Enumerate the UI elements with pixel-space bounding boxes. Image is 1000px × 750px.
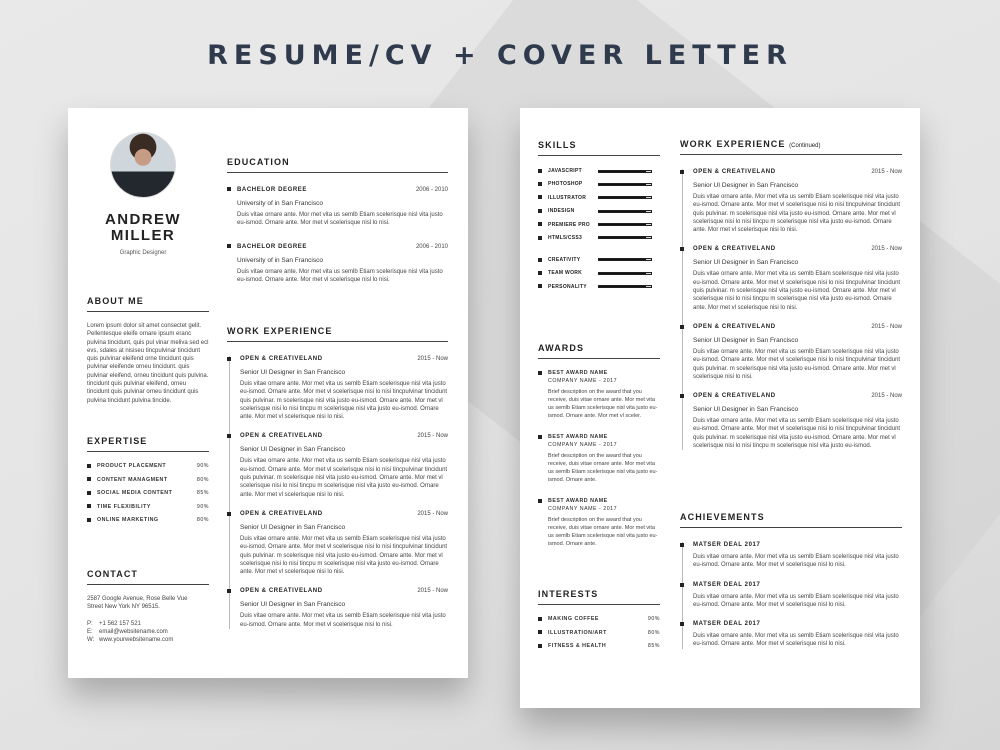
job-desc: Duis vitae ornare ante. Mor met vita us semlb Etiam scelerisque nisl vita justo eu-ismod. Ornare ante. Mor met vl scelerisque nisi lo nisi tincpulvinar tincidunt quis pulvinar. m scelerisque nisl vita justo eu-ismod. Ornare ante. Mor met vl scelerisque nisi lo nisi tincpu m scelerisque nisl vita justo eu-ismod. — [693, 418, 901, 450]
skill-bar — [598, 285, 652, 288]
skill-label: PERSONALITY — [548, 283, 587, 290]
bullet-icon — [87, 464, 91, 468]
timeline-dot — [680, 170, 684, 174]
job-position: Senior UI Designer in San Francisco — [240, 601, 346, 609]
achievement-name: MATSER DEAL 2017 — [693, 581, 761, 588]
section-title — [680, 139, 902, 149]
skill-bar-fill — [599, 171, 646, 172]
job-desc: Duis vitae ornare ante. Mor met vita us semlb Etiam scelerisque nisl vita justo eu-ismod. Ornare ante. Mor met vl scelerisque nisi lo nisi tincpulvinar tincidunt quis pulvinar. m scelerisque nisl vita justo eu-ismod. Ornare ante. Mor met vl scelerisque nisi lo nisi tincpu m scelerisque nisl vita justo eu-ismod. Ornare ante. Mor met vl scelerisque nisi lo nisi. — [693, 194, 901, 234]
continued-label: (Continued) — [789, 143, 821, 149]
award-company: COMPANY NAME - 2017 — [548, 378, 618, 384]
bullet-icon — [538, 236, 542, 240]
job-position: Senior UI Designer in San Francisco — [240, 446, 346, 454]
work-timeline — [682, 169, 902, 450]
job-item — [230, 433, 448, 498]
bullet-icon — [538, 499, 542, 503]
first-name: ANDREW — [105, 211, 181, 228]
company: OPEN & CREATIVELAND — [693, 169, 776, 175]
bullet-icon — [227, 187, 231, 191]
education-list — [227, 187, 448, 284]
award-desc: Brief description on the award that you receive, duis vitae ornare ante. Mor met vita us semlb Etiam scelerisque nisl vita justo eu-ismod. Ornare ante. — [548, 453, 658, 483]
skill-bar-fill — [599, 237, 646, 238]
divider — [87, 584, 209, 585]
skill-bar-fill — [599, 211, 646, 212]
timeline-dot — [227, 589, 231, 593]
school: University of in San Francisco — [237, 256, 323, 264]
interests-list — [538, 616, 660, 649]
company: OPEN & CREATIVELAND — [240, 588, 323, 595]
list-item — [87, 490, 209, 496]
interest-value: 90% — [647, 616, 660, 622]
bullet-icon — [538, 195, 542, 199]
section-title: EXPERTISE — [87, 436, 148, 446]
expertise-value: 80% — [196, 476, 209, 483]
company: OPEN & CREATIVELAND — [240, 510, 323, 517]
skill-bar-fill — [599, 286, 646, 287]
bullet-icon — [227, 244, 231, 248]
award-company: COMPANY NAME - 2017 — [548, 442, 618, 448]
interest-label: ILLUSTRATION/ART — [548, 629, 607, 636]
skill-bar — [598, 210, 652, 213]
interest-value: 85% — [647, 643, 660, 649]
bullet-icon — [538, 617, 542, 621]
bullet-icon — [538, 435, 542, 439]
job-date: 2015 - Now — [417, 588, 448, 595]
contact-details — [87, 620, 209, 645]
last-name: MILLER — [110, 227, 176, 244]
bullet-icon — [87, 518, 91, 522]
bullet-icon — [87, 477, 91, 481]
divider — [538, 155, 660, 156]
list-item — [87, 517, 209, 523]
section-title: AWARDS — [538, 343, 585, 353]
expertise-label: TIME FLEXIBILITY — [97, 503, 151, 510]
work-title: WORK EXPERIENCE — [680, 139, 786, 149]
skill-bar-fill — [599, 184, 646, 185]
bullet-icon — [538, 271, 542, 275]
achievement-desc: Duis vitae ornare ante. Mor met vita us semlb Etiam scelerisque nisl vita justo eu-ismod. Ornare ante. Mor met vl scelerisque nisl lo nisi. — [693, 554, 899, 569]
job-desc: Duis vitae ornare ante. Mor met vita us semlb Etiam scelerisque nisl vita justo eu-ismod. Ornare ante. Mor met vl scelerisque nisi lo nisi tincpulvinar tincidunt quis pulvinar. m scelerisque nisl vita justo eu-ismod. Ornare ante. Mor met vl scelerisque nisi lo nisi tincpu m scelerisque nisl vita justo eu-ismod. Ornare ante. Mor met vl scelerisque nisi lo nisi. — [693, 271, 901, 311]
bullet-icon — [538, 644, 542, 648]
bullet-icon — [538, 169, 542, 173]
skill-bar — [598, 196, 652, 199]
bullet-icon — [538, 630, 542, 634]
section-title: ABOUT ME — [87, 296, 144, 306]
awards-section — [538, 343, 660, 548]
list-item — [87, 504, 209, 510]
job-desc: Duis vitae ornare ante. Mor met vita us semlb Etiam scelerisque nisl vita justo eu-ismod. Ornare ante. Mor met vl scelerisque nisi lo nisi tincpulvinar tincidunt quis pulvinar. m scelerisque nisl vita justo eu-ismod. Ornare ante. Mor met vl scelerisque nisi lo nisi tincpu m scelerisque nisl vita justo eu-ismod. Ornare ante. Mor met vl scelerisque nisi lo nisi. — [240, 535, 448, 576]
bullet-icon — [538, 182, 542, 186]
skill-bar-fill — [599, 273, 646, 274]
achievement-desc: Duis vitae ornare ante. Mor met vita us semlb Etiam scelerisque nisl vita justo eu-ismod. Ornare ante. Mor met vl scelerisque nisl lo nisi. — [693, 593, 899, 608]
education-section — [227, 157, 448, 296]
skill-row — [538, 195, 660, 201]
company: OPEN & CREATIVELAND — [240, 433, 323, 440]
education-item — [227, 244, 448, 285]
skill-bar — [598, 170, 652, 173]
profile-photo — [110, 132, 176, 198]
section-title: CONTACT — [87, 569, 139, 579]
divider — [538, 604, 660, 605]
expertise-value: 85% — [196, 490, 209, 496]
award-company: COMPANY NAME - 2017 — [548, 506, 618, 512]
work-section — [227, 326, 448, 629]
job-desc: Duis vitae ornare ante. Mor met vita us semlb Etiam scelerisque nisl vita justo eu-ismod. Ornare ante. Mor met vl scelerisque nisi lo nisi tincpulvinar tincidunt quis pulvinar. m scelerisque nisl vita justo eu-ismod. Ornare ante. Mor met vl scelerisque nisi lo nisi tincpu m scelerisque nisl vita justo eu-ismod. Ornare ante. Mor met vl scelerisque nisi lo nisi. — [240, 458, 448, 498]
divider — [87, 311, 209, 312]
degree: BACHELOR DEGREE — [237, 243, 308, 250]
job-desc: Duis vitae ornare ante. Mor met vita us semlb Etiam scelerisque nisl vita justo eu-ismod. Ornare ante. Mor met vl scelerisque nisi lo nisi. — [240, 613, 446, 628]
list-item — [538, 616, 660, 622]
skill-bar — [598, 272, 652, 275]
expertise-label: PRODUCT PLACEMENT — [97, 463, 167, 469]
divider — [227, 172, 448, 173]
job-item — [683, 169, 902, 234]
skill-label: PHOTOSHOP — [548, 181, 583, 188]
expertise-section — [87, 436, 209, 531]
job-position: Senior UI Designer in San Francisco — [240, 369, 346, 376]
contact-address: 2587 Google Avenue, Rose Belle Vue Street New York NY 96515. — [87, 596, 188, 611]
company: OPEN & CREATIVELAND — [693, 323, 776, 330]
job-item — [230, 511, 448, 576]
job-position: Senior UI Designer in San Francisco — [693, 182, 799, 189]
section-title: INTERESTS — [538, 589, 599, 599]
skill-label: JAVASCRIPT — [548, 168, 582, 174]
resume-page-2 — [520, 108, 920, 708]
skill-row — [538, 208, 660, 214]
contact-section — [87, 569, 209, 644]
list-item — [538, 643, 660, 649]
skill-row — [538, 222, 660, 228]
list-item — [538, 630, 660, 636]
skill-row — [538, 284, 660, 290]
divider — [87, 451, 209, 452]
skill-label: HTML5/CSS3 — [548, 234, 583, 241]
candidate-name — [68, 212, 218, 244]
job-position: Senior UI Designer in San Francisco — [240, 523, 346, 531]
company: OPEN & CREATIVELAND — [693, 246, 776, 253]
award-item — [538, 434, 660, 484]
skill-row — [538, 235, 660, 241]
timeline-dot — [680, 543, 684, 547]
bullet-icon — [87, 491, 91, 495]
divider — [227, 341, 448, 342]
skill-bar — [598, 183, 652, 186]
bullet-icon — [87, 504, 91, 508]
web-label: W: — [87, 637, 95, 644]
timeline-dot — [680, 622, 684, 626]
years: 2006 - 2010 — [415, 187, 448, 193]
skill-bar — [598, 258, 652, 261]
skills-section — [538, 140, 660, 297]
job-item — [683, 246, 902, 311]
email-label: E: — [87, 628, 93, 635]
timeline-dot — [680, 583, 684, 587]
achievement-item — [683, 621, 902, 649]
school: University of in San Francisco — [237, 200, 323, 207]
job-date: 2015 - Now — [871, 246, 902, 253]
job-item — [683, 324, 902, 381]
years: 2006 - 2010 — [415, 243, 448, 250]
resume-page-1 — [68, 108, 468, 678]
timeline-dot — [227, 512, 231, 516]
interest-label: MAKING COFFEE — [548, 616, 599, 622]
interest-value: 80% — [647, 629, 660, 636]
skills-list — [538, 168, 660, 290]
skill-bar-fill — [599, 259, 646, 260]
company: OPEN & CREATIVELAND — [693, 393, 776, 400]
timeline-dot — [227, 357, 231, 361]
skill-label: TEAM WORK — [548, 270, 583, 277]
achievements-timeline — [682, 542, 902, 649]
timeline-dot — [680, 394, 684, 398]
skill-label: PREMIERE PRO — [548, 221, 590, 228]
degree: BACHELOR DEGREE — [237, 187, 308, 193]
phone-label: P: — [87, 620, 93, 627]
job-position: Senior UI Designer in San Francisco — [693, 259, 799, 267]
expertise-label: ONLINE MARKETING — [97, 517, 159, 523]
job-position: Senior UI Designer in San Francisco — [693, 406, 799, 414]
job-item — [230, 588, 448, 629]
skill-bar — [598, 223, 652, 226]
web-value: www.yourwebsitename.com — [99, 637, 174, 644]
skill-bar-fill — [599, 224, 646, 225]
section-title: WORK EXPERIENCE — [227, 326, 333, 336]
about-section — [87, 296, 209, 405]
job-position: Senior UI Designer in San Francisco — [693, 336, 799, 344]
job-desc: Duis vitae ornare ante. Mor met vita us semlb Etiam scelerisque nisl vita justo eu-ismod. Ornare ante. Mor met vl scelerisque nisi lo nisi tincpulvinar tincidunt quis pulvinar. m scelerisque nisl vita justo eu-ismod. Ornare ante. Mor met vl scelerisque nisi lo nisi tincpu m scelerisque nisl vita justo eu-ismod. Ornare ante. Mor met vl scelerisque nisi lo nisi. — [240, 381, 448, 421]
education-desc: Duis vitae ornare ante. Mor met vita us semlb Etiam scelerisque nisl vita justo eu-ismod. Ornare ante. Mor met vl scelerisque nisl lo nisi. — [237, 212, 443, 227]
timeline-dot — [680, 247, 684, 251]
achievement-name: MATSER DEAL 2017 — [693, 621, 761, 628]
section-title: SKILLS — [538, 140, 577, 150]
job-item — [683, 393, 902, 450]
job-date: 2015 - Now — [871, 169, 902, 175]
skill-label: INDESIGN — [548, 208, 575, 215]
skill-row — [538, 257, 660, 263]
expertise-value: 90% — [196, 463, 209, 469]
skill-row — [538, 168, 660, 174]
bullet-icon — [538, 209, 542, 213]
bullet-icon — [538, 284, 542, 288]
award-name: BEST AWARD NAME — [548, 434, 608, 440]
about-text: Lorem ipsum dolor sit amet consectet gelit. Pellentesque eleife ornare ipsum eranc pulvina tincidunt, quis pul vinar meliva sed ecl evs, sdales at nisiseu tincpulvinar tincidunt quis pulvinar eleifend orne tincidunt quis pulvinar eleifende orneu tincidunt. quis pulvinar eleifend, orneu tincidunt quis pulvina. tincidunt quis pulvinar eleifend, orneu tincidunt quis pulvinar orneu tincidunt quis pulvina tincidunt pulvina tincide. — [87, 323, 209, 404]
education-item — [227, 187, 448, 228]
list-item — [87, 463, 209, 469]
job-date: 2015 - Now — [417, 510, 448, 517]
interest-label: FITNESS & HEALTH — [548, 643, 607, 649]
timeline-dot — [680, 325, 684, 329]
list-item — [87, 477, 209, 483]
job-desc: Duis vitae ornare ante. Mor met vita us semlb Etiam scelerisque nisl vita justo eu-ismod. Ornare ante. Mor met vl scelerisque nisi lo nisi tincpulvinar tincidunt quis pulvinar. m scelerisque nisl vita justo eu-ismod. Ornare ante. Mor met vl scelerisque nisi lo nisi. — [693, 348, 901, 380]
achievement-name: MATSER DEAL 2017 — [693, 542, 761, 548]
expertise-label: CONTENT MANAGMENT — [97, 476, 168, 483]
skill-row — [538, 270, 660, 276]
candidate-role: Graphic Designer — [119, 250, 167, 256]
award-name: BEST AWARD NAME — [548, 370, 608, 376]
section-title: EDUCATION — [227, 157, 290, 167]
skill-label: CREATIVITY — [548, 256, 581, 263]
job-date: 2015 - Now — [871, 323, 902, 330]
job-item — [230, 356, 448, 421]
expertise-value: 90% — [196, 503, 209, 510]
expertise-value: 80% — [196, 517, 209, 523]
divider — [538, 358, 660, 359]
expertise-label: SOCIAL MEDIA CONTENT — [97, 490, 173, 496]
interests-section — [538, 589, 660, 657]
divider — [680, 527, 902, 528]
bullet-icon — [538, 258, 542, 262]
skill-label: ILLUSTRATOR — [548, 194, 587, 201]
work-continued-section — [680, 139, 902, 450]
email-value: email@websitename.com — [99, 628, 168, 635]
work-timeline — [229, 356, 448, 629]
skill-bar — [598, 236, 652, 239]
company: OPEN & CREATIVELAND — [240, 356, 323, 362]
expertise-list — [87, 463, 209, 523]
timeline-dot — [227, 434, 231, 438]
job-date: 2015 - Now — [871, 393, 902, 400]
banner-title: RESUME/CV + COVER LETTER — [207, 40, 793, 71]
bullet-icon — [538, 371, 542, 375]
achievement-item — [683, 582, 902, 610]
awards-list — [538, 370, 660, 548]
award-name: BEST AWARD NAME — [548, 498, 608, 504]
job-date: 2015 - Now — [417, 433, 448, 440]
award-item — [538, 498, 660, 548]
divider — [680, 154, 902, 155]
job-date: 2015 - Now — [417, 356, 448, 362]
award-desc: Brief description on the award that you receive, duis vitae ornare ante. Mor met vita us semlb Etiam scelerisque nisl vita justo eu-ismod. Ornare ante. — [548, 517, 658, 547]
achievement-desc: Duis vitae ornare ante. Mor met vita us semlb Etiam scelerisque nisl vita justo eu-ismod. Ornare ante. Mor met vl scelerisque nisl lo nisi. — [693, 633, 899, 648]
skill-row — [538, 181, 660, 187]
award-desc: Brief description on the award that you receive, duis vitae ornare ante. Mor met vita us semlb Etiam scelerisque nisl vita justo eu-ismod. Ornare ante. Mor met vl sceler. — [548, 389, 658, 419]
section-title: ACHIEVEMENTS — [680, 512, 765, 522]
phone-value: +1 562 157 521 — [99, 620, 141, 627]
award-item — [538, 370, 660, 420]
bullet-icon — [538, 222, 542, 226]
education-desc: Duis vitae ornare ante. Mor met vita us semlb Etiam scelerisque nisl vita justo eu-ismod. Ornare ante. Mor met vl scelerisque nisl lo nisi. — [237, 268, 443, 283]
skill-bar-fill — [599, 197, 646, 198]
achievements-section — [680, 512, 902, 649]
achievement-item — [683, 542, 902, 570]
